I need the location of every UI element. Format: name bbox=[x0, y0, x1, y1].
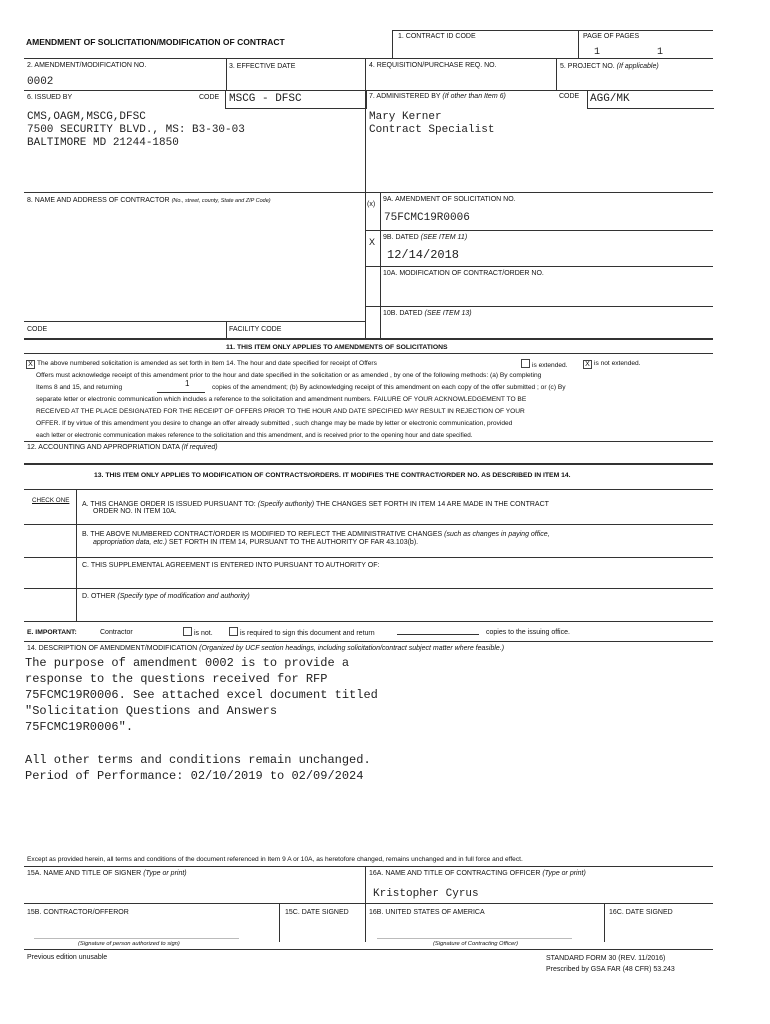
issued-by-line-1: CMS,OAGM,MSCG,DFSC bbox=[27, 111, 146, 123]
contracting-officer-name: Kristopher Cyrus bbox=[373, 888, 479, 900]
administered-by-label: 7. ADMINISTERED BY (If other than Item 6) bbox=[369, 93, 506, 100]
item-11-line-6: OFFER. If by virtue of this amendment you desire to change an offer already submitted , such change may be made by letter or electronic communication, provided bbox=[36, 420, 513, 427]
contractor-code-label: CODE bbox=[27, 326, 48, 333]
item-11-line-7: each letter or electronic communication makes reference to the solicitation and this amendment, and is received prior to the opening hour and date specified. bbox=[36, 432, 473, 439]
admin-line-2: Contract Specialist bbox=[369, 124, 495, 136]
item-13d-text: D. OTHER (Specify type of modification and authority) bbox=[82, 593, 250, 600]
is-required-checkbox[interactable] bbox=[229, 627, 238, 636]
item-14-label: 14. DESCRIPTION OF AMENDMENT/MODIFICATION (Organized by UCF section headings, including solicitation/contract subject matter where feasible.) bbox=[27, 645, 505, 652]
requisition-label: 4. REQUISITION/PURCHASE REQ. NO. bbox=[369, 62, 497, 69]
except-text: Except as provided herein, all terms and conditions of the document referenced in Item 9 A or 10A, as heretofore changed, remains unchanged and in full force and effect. bbox=[27, 856, 523, 863]
item-13b-text: B. THE ABOVE NUMBERED CONTRACT/ORDER IS MODIFIED TO REFLECT THE ADMINISTRATIVE CHANGES (such as changes in paying office, bbox=[82, 531, 550, 538]
description-line-4: "Solicitation Questions and Answers bbox=[25, 704, 278, 718]
item-11-line-2: Offers must acknowledge receipt of this amendment prior to the hour and date specified in the solicitation or as amended , by one of the following methods: (a) By completing bbox=[36, 372, 542, 379]
contractor-signature-caption: (Signature of person authorized to sign) bbox=[78, 941, 180, 947]
contractor-label: 8. NAME AND ADDRESS OF CONTRACTOR (No., street, county, State and ZIP Code) bbox=[27, 197, 271, 204]
item-11-line-1: X The above numbered solicitation is amended as set forth in Item 14. The hour and date specified for receipt of Offers bbox=[26, 359, 377, 369]
item-13c-text: C. THIS SUPPLEMENTAL AGREEMENT IS ENTERED INTO PURSUANT TO AUTHORITY OF: bbox=[82, 562, 380, 569]
description-line-2: response to the questions received for RFP bbox=[25, 672, 328, 686]
admin-code-label: CODE bbox=[559, 93, 580, 100]
project-no-label: 5. PROJECT NO. (If applicable) bbox=[560, 63, 659, 70]
contract-id-label: 1. CONTRACT ID CODE bbox=[398, 33, 476, 40]
item-11-line-5: RECEIVED AT THE PLACE DESIGNATED FOR THE RECEIPT OF OFFERS PRIOR TO THE HOUR AND DATE SPECIFIED MAY RESULT IN REJECTION OF YOUR bbox=[36, 408, 525, 415]
description-line-5: 75FCMC19R0006". bbox=[25, 720, 134, 734]
issued-by-label: 6. ISSUED BY bbox=[27, 94, 73, 101]
item-15a-label: 15A. NAME AND TITLE OF SIGNER (Type or print) bbox=[27, 870, 187, 877]
extended-option: is extended. bbox=[521, 359, 568, 371]
item-10a-label: 10A. MODIFICATION OF CONTRACT/ORDER NO. bbox=[383, 270, 544, 277]
description-line-3: 75FCMC19R0006. See attached excel document titled bbox=[25, 688, 378, 702]
form-title: AMENDMENT OF SOLICITATION/MODIFICATION OF CONTRACT bbox=[26, 37, 285, 47]
item-15c-label: 15C. DATE SIGNED bbox=[285, 909, 349, 916]
item-9a-value: 75FCMC19R0006 bbox=[384, 212, 470, 224]
important-contractor: Contractor bbox=[100, 629, 133, 636]
officer-signature-caption: (Signature of Contracting Officer) bbox=[433, 941, 519, 947]
item-9b-value: 12/14/2018 bbox=[387, 248, 460, 262]
amended-checkbox[interactable]: X bbox=[26, 360, 35, 369]
x-column-header: (x) bbox=[367, 201, 376, 208]
item-13a-text: A. THIS CHANGE ORDER IS ISSUED PURSUANT TO: (Specify authority) THE CHANGES SET FORTH IN ITEM 14 ARE MADE IN THE CONTRACT bbox=[82, 501, 549, 508]
description-line-8: Period of Performance: 02/10/2019 to 02/09/2024 bbox=[25, 769, 364, 783]
page-number: 1 bbox=[594, 47, 601, 58]
is-required-option: is required to sign this document and return bbox=[229, 627, 375, 638]
amendment-no-label: 2. AMENDMENT/MODIFICATION NO. bbox=[27, 62, 147, 69]
item-9b-label: 9B. DATED (SEE ITEM 11) bbox=[383, 234, 468, 241]
facility-code-label: FACILITY CODE bbox=[229, 326, 282, 333]
is-not-option: is not. bbox=[183, 627, 213, 638]
item-16b-label: 16B. UNITED STATES OF AMERICA bbox=[369, 909, 485, 916]
prescribed-by-note: Prescribed by GSA FAR (48 CFR) 53.243 bbox=[546, 966, 675, 973]
page-of-pages-label: PAGE OF PAGES bbox=[583, 33, 640, 40]
total-pages: 1 bbox=[657, 47, 664, 58]
not-extended-checkbox[interactable]: X bbox=[583, 360, 592, 369]
standard-form-note: STANDARD FORM 30 (REV. 11/2016) bbox=[546, 955, 666, 962]
issued-code-value: MSCG - DFSC bbox=[229, 93, 302, 105]
description-line-1: The purpose of amendment 0002 is to provide a bbox=[25, 656, 350, 670]
is-not-checkbox[interactable] bbox=[183, 627, 192, 636]
item-13-title: 13. THIS ITEM ONLY APPLIES TO MODIFICATION OF CONTRACTS/ORDERS. IT MODIFIES THE CONTRACT/ORDER NO. AS DESCRIBED IN ITEM 14. bbox=[94, 472, 571, 479]
check-one-label: CHECK ONE bbox=[32, 497, 70, 504]
amendment-no-value: 0002 bbox=[27, 76, 54, 88]
issued-by-line-3: BALTIMORE MD 21244-1850 bbox=[27, 137, 179, 149]
copies-value: 1 bbox=[185, 379, 190, 388]
item-11-line-3b: copies of the amendment; (b) By acknowledging receipt of this amendment on each copy of the offer submitted ; or (c) By bbox=[212, 384, 566, 391]
effective-date-label: 3. EFFECTIVE DATE bbox=[229, 63, 296, 70]
item-16a-label: 16A. NAME AND TITLE OF CONTRACTING OFFICER (Type or print) bbox=[369, 870, 586, 877]
important-label: E. IMPORTANT: bbox=[27, 629, 77, 636]
item-11-line-3a: Items 8 and 15, and returning bbox=[36, 384, 123, 391]
item-11-line-4: separate letter or electronic communication which includes a reference to the solicitation and amendment numbers. FAILURE OF YOUR ACKNOWLEDGEMENT TO BE bbox=[36, 396, 527, 403]
important-copies: copies to the issuing office. bbox=[486, 629, 570, 636]
item-15b-label: 15B. CONTRACTOR/OFFEROR bbox=[27, 909, 129, 916]
issued-by-line-2: 7500 SECURITY BLVD., MS: B3-30-03 bbox=[27, 124, 245, 136]
issued-code-label: CODE bbox=[199, 94, 220, 101]
not-extended-option: X is not extended. bbox=[583, 359, 641, 369]
item-9b-x-mark: X bbox=[369, 237, 376, 247]
item-10b-label: 10B. DATED (SEE ITEM 13) bbox=[383, 310, 472, 317]
item-13b-text-2: appropriation data, etc.) SET FORTH IN ITEM 14, PURSUANT TO THE AUTHORITY OF FAR 43.103(b). bbox=[93, 539, 419, 546]
item-12-label: 12. ACCOUNTING AND APPROPRIATION DATA (If required) bbox=[27, 444, 218, 451]
item-16c-label: 16C. DATE SIGNED bbox=[609, 909, 673, 916]
item-9a-label: 9A. AMENDMENT OF SOLICITATION NO. bbox=[383, 196, 516, 203]
item-11-title: 11. THIS ITEM ONLY APPLIES TO AMENDMENTS OF SOLICITATIONS bbox=[226, 344, 448, 351]
item-13a-text-2: ORDER NO. IN ITEM 10A. bbox=[93, 508, 177, 515]
previous-edition-note: Previous edition unusable bbox=[27, 954, 108, 961]
description-line-7: All other terms and conditions remain unchanged. bbox=[25, 753, 371, 767]
admin-line-1: Mary Kerner bbox=[369, 111, 442, 123]
admin-code-value: AGG/MK bbox=[590, 93, 630, 105]
extended-checkbox[interactable] bbox=[521, 359, 530, 368]
